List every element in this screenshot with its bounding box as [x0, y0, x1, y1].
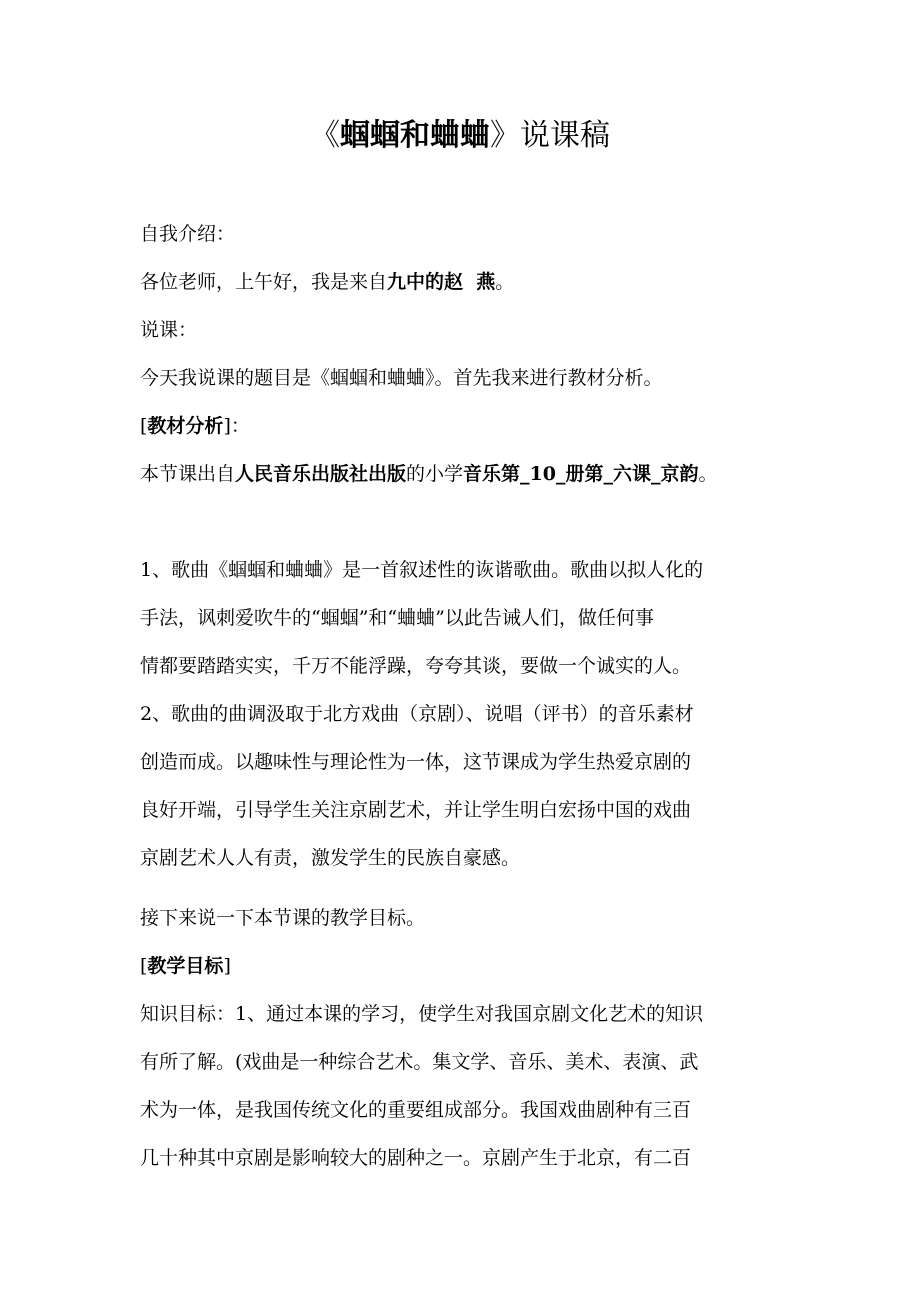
intro-greeting: [140, 258, 790, 306]
document-body: [140, 210, 790, 1182]
blank-line: [140, 498, 790, 546]
goals-line: 几十种其中京剧是影响较大的剧种之一。京剧产生于北京，有二百: [140, 1147, 692, 1169]
goals-line: 知识目标：1、通过本课的学习，使学生对我国京剧文化艺术的知识: [140, 1003, 704, 1025]
source-lesson: 音乐第_10_册第_六课_京韵: [463, 463, 699, 485]
goals-heading-close: ]: [223, 955, 231, 977]
analysis-heading-close: ]：: [223, 415, 250, 437]
intro-heading: 自我介绍：: [140, 223, 236, 245]
analysis-point-line: 情都要踏踏实实，千万不能浮躁，夸夸其谈，要做一个诚实的人。: [140, 655, 692, 677]
greeting-prefix: 各位老师，上午好，我是来自: [140, 271, 388, 293]
analysis-source: [140, 450, 790, 498]
goals-line: 有所了解。(戏曲是一种综合艺术。集文学、音乐、美术、表演、武: [140, 1051, 699, 1073]
source-prefix: 本节课出自: [140, 463, 236, 485]
analysis-point-line: 良好开端，引导学生关注京剧艺术，并让学生明白宏扬中国的戏曲: [140, 799, 692, 821]
analysis-heading-text: 教材分析: [147, 415, 224, 437]
analysis-point-line: 创造而成。以趣味性与理论性为一体，这节课成为学生热爱京剧的: [140, 751, 692, 773]
talk-heading: 说课：: [140, 319, 198, 341]
greeting-suffix: 。: [495, 271, 515, 293]
goals-heading-open: [: [140, 955, 148, 977]
title-song-name: 蝈蝈和蛐蛐: [340, 118, 490, 153]
analysis-point-line: 手法，讽刺爱吹牛的“蝈蝈”和“蛐蛐”以此告诫人们，做任何事: [140, 607, 654, 629]
source-publisher: 人民音乐出版社出版: [235, 463, 407, 485]
goals-heading-text: 教学目标: [147, 955, 224, 977]
analysis-heading-open: [: [140, 415, 148, 437]
analysis-point-line: 2、歌曲的曲调汲取于北方戏曲（京剧）、说唱（评书）的音乐素材: [140, 703, 694, 725]
title-open-quote: 《: [310, 118, 340, 153]
paragraph-gap: [140, 882, 790, 894]
source-suffix: 。: [698, 463, 718, 485]
title-suffix: 》说课稿: [490, 118, 610, 153]
goals-line: 术为一体，是我国传统文化的重要组成部分。我国戏曲剧种有三百: [140, 1099, 692, 1121]
document-title: [0, 112, 920, 160]
analysis-heading: [140, 402, 790, 450]
analysis-point-line: 京剧艺术人人有责，激发学生的民族自豪感。: [140, 847, 521, 869]
goals-heading: [140, 942, 790, 990]
goals-transition: 接下来说一下本节课的教学目标。: [140, 907, 426, 929]
greeting-name: 九中的赵 燕: [387, 271, 496, 293]
talk-topic: 今天我说课的题目是《蝈蝈和蛐蛐》。首先我来进行教材分析。: [140, 367, 663, 389]
source-mid: 的小学: [406, 463, 464, 485]
analysis-point-line: 1、歌曲《蝈蝈和蛐蛐》是一首叙述性的诙谐歌曲。歌曲以拟人化的: [140, 559, 704, 581]
